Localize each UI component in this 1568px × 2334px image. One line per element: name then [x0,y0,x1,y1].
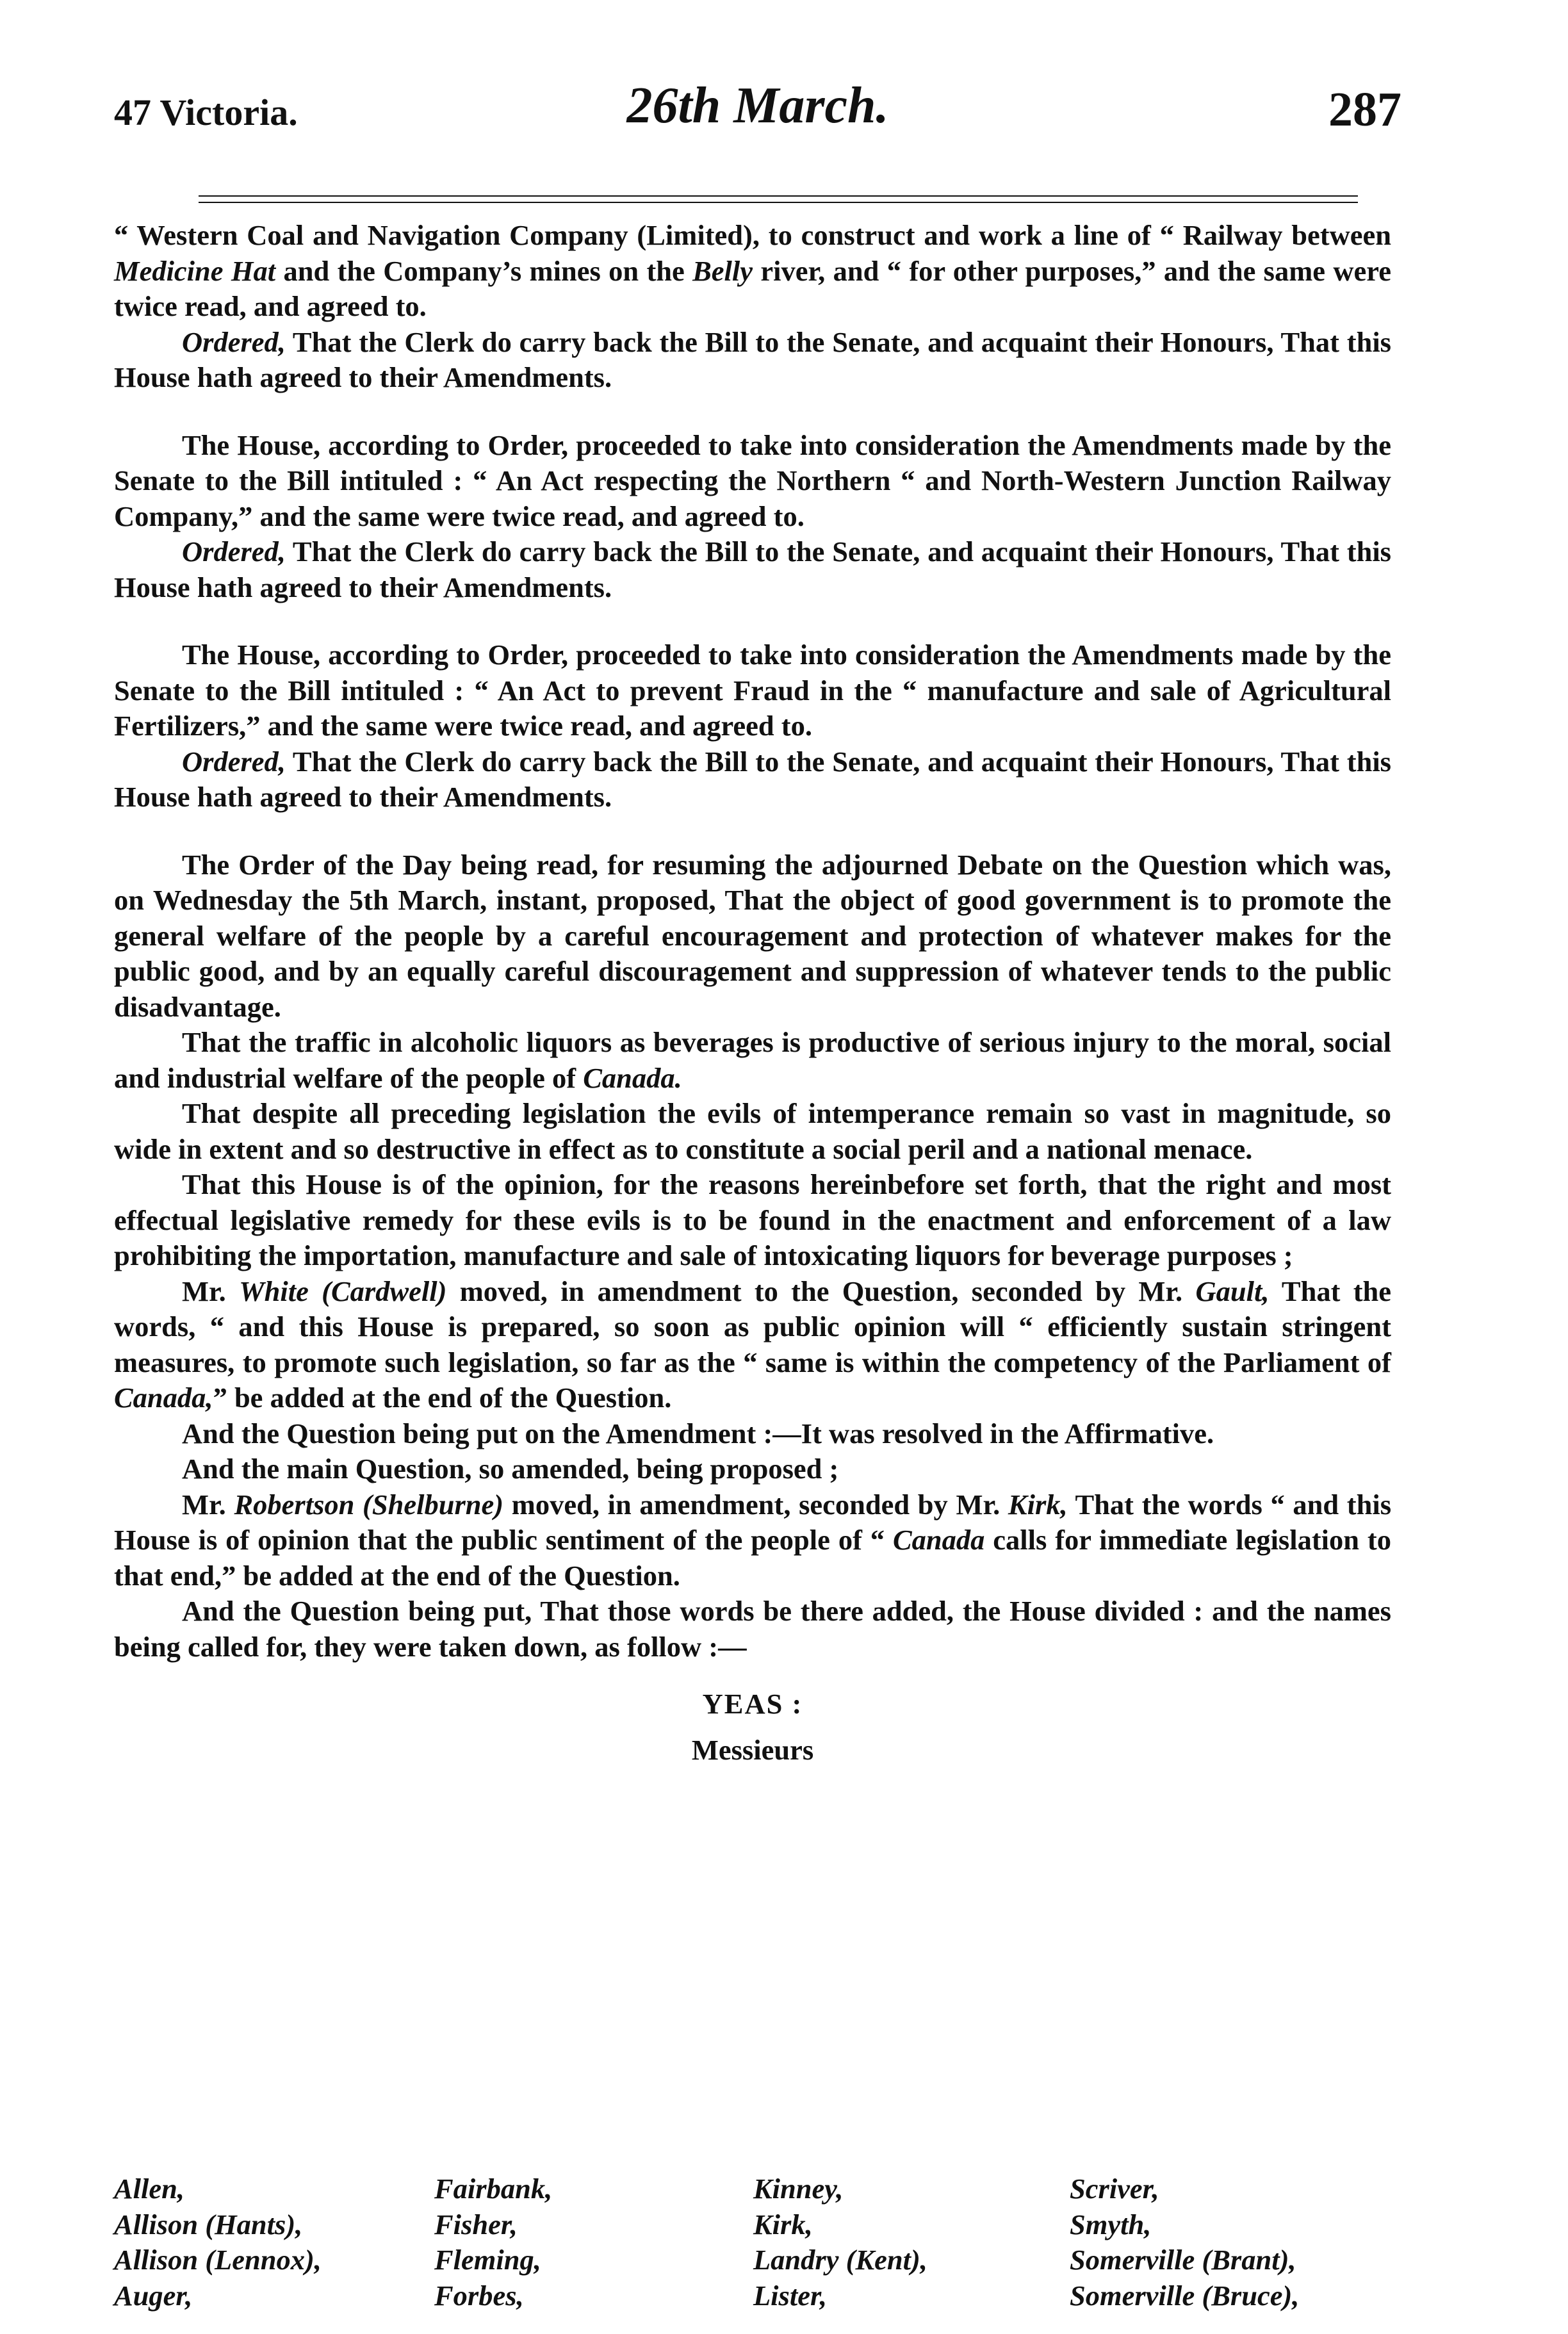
yeas-heading: YEAS : [702,1688,803,1720]
journal-body [114,218,1391,1768]
page-header [114,77,1401,160]
messieurs-heading: Messieurs [691,1733,814,1766]
member-name: Allen, [114,2173,185,2205]
member-name: Smyth, [1070,2208,1152,2240]
paragraph-bill-continuation: “ Western Coal and Navigation Company (Limited), to construct and work a line of “ Railway between Medicine Hat and the Company’s mines on the Belly river, and “ for other purposes,” and the same were twice read, and agreed to. [114,219,1391,322]
names-column-1 [114,2171,322,2314]
header-date: 26th March. [626,78,889,134]
member-name: Somerville (Brant), [1070,2244,1296,2276]
member-name: Scriver, [1070,2173,1159,2205]
paragraph-ordered-2: Ordered, That the Clerk do carry back the Bill to the Senate, and acquaint their Honours, That this House hath agreed to their Amendments. [114,535,1391,603]
page-number: 287 [1328,83,1401,136]
member-name: Lister, [753,2279,827,2312]
header-volume: 47 Victoria. [114,92,298,133]
names-column-2 [434,2171,552,2314]
member-name: Fisher, [434,2208,518,2240]
member-name: Somerville (Bruce), [1070,2279,1300,2312]
paragraph-robertson-amendment: Mr. Robertson (Shelburne) moved, in amendment, seconded by Mr. Kirk, That the words “ and this House is of opinion that the public sentiment of the people of “ Canada calls for immediate legislation to that end,” be added at the end of the Question. [114,1488,1392,1592]
names-column-4 [1070,2171,1299,2314]
names-column-3 [753,2171,927,2314]
paragraph-division: And the Question being put, That those words be there added, the House divided : and the names being called for, they were taken down, as follow :— [114,1595,1391,1663]
paragraph-traffic: That the traffic in alcoholic liquors as beverages is productive of serious injury to the moral, social and industrial welfare of the people of Canada. [114,1026,1391,1094]
member-name: Allison (Hants), [114,2208,303,2240]
member-name: Landry (Kent), [753,2244,927,2276]
header-rule-top [199,195,1358,197]
paragraph-ordered-1: Ordered, That the Clerk do carry back the Bill to the Senate, and acquaint their Honours, That this House hath agreed to their Amendments. [114,325,1391,393]
paragraph-fertilizers: The House, according to Order, proceeded to take into consideration the Amendments made by the Senate to the Bill intituled : “ An Act to prevent Fraud in the “ manufacture and sale of Agricultural Fertilizers,” and the same were twice read, and agreed to. [114,639,1391,742]
paragraph-intemperance: That despite all preceding legislation the evils of intemperance remain so vast in magnitude, so wide in extent and so destructive in effect as to constitute a social peril and a national menace. [114,1097,1391,1165]
member-name: Kinney, [753,2173,844,2205]
member-name: Fairbank, [434,2173,553,2205]
paragraph-main-question: And the main Question, so amended, being proposed ; [182,1453,839,1485]
paragraph-ordered-3: Ordered, That the Clerk do carry back the Bill to the Senate, and acquaint their Honours, That this House hath agreed to their Amendments. [114,745,1391,813]
paragraph-northern-railway: The House, according to Order, proceeded to take into consideration the Amendments made by the Senate to the Bill intituled : “ An Act respecting the Northern “ and North-Western Junction Railway Company,” and the same were twice read, and agreed to. [114,428,1391,532]
member-name: Forbes, [434,2279,524,2312]
member-name: Allison (Lennox), [114,2244,322,2276]
member-name: Auger, [114,2279,193,2312]
paragraph-white-amendment: Mr. White (Cardwell) moved, in amendment to the Question, seconded by Mr. Gault, That the words, “ and this House is prepared, so soon as public opinion will “ efficiently sustain stringent measures, to promote such legislation, so far as the “ same is within the competency of the Parliament of Canada,” be added at the end of the Question. [114,1275,1392,1414]
member-name: Kirk, [753,2208,813,2240]
member-name: Fleming, [434,2244,541,2276]
header-rule-bottom [199,202,1358,203]
paragraph-opinion: That this House is of the opinion, for the reasons hereinbefore set forth, that the right and most effectual legislative remedy for these evils is to be found in the enactment and enforcement of a law prohibiting the importation, manufacture and sale of intoxicating liquors for beverage purposes ; [114,1168,1391,1271]
paragraph-order-of-day: The Order of the Day being read, for resuming the adjourned Debate on the Question which was, on Wednesday the 5th March, instant, proposed, That the object of good government is to promote the general welfare of the people by a careful encouragement and protection of whatever makes for the public good, and by an equally careful discouragement and suppression of whatever tends to the public disadvantage. [114,848,1391,1023]
paragraph-resolved: And the Question being put on the Amendment :—It was resolved in the Affirmative. [182,1417,1214,1449]
